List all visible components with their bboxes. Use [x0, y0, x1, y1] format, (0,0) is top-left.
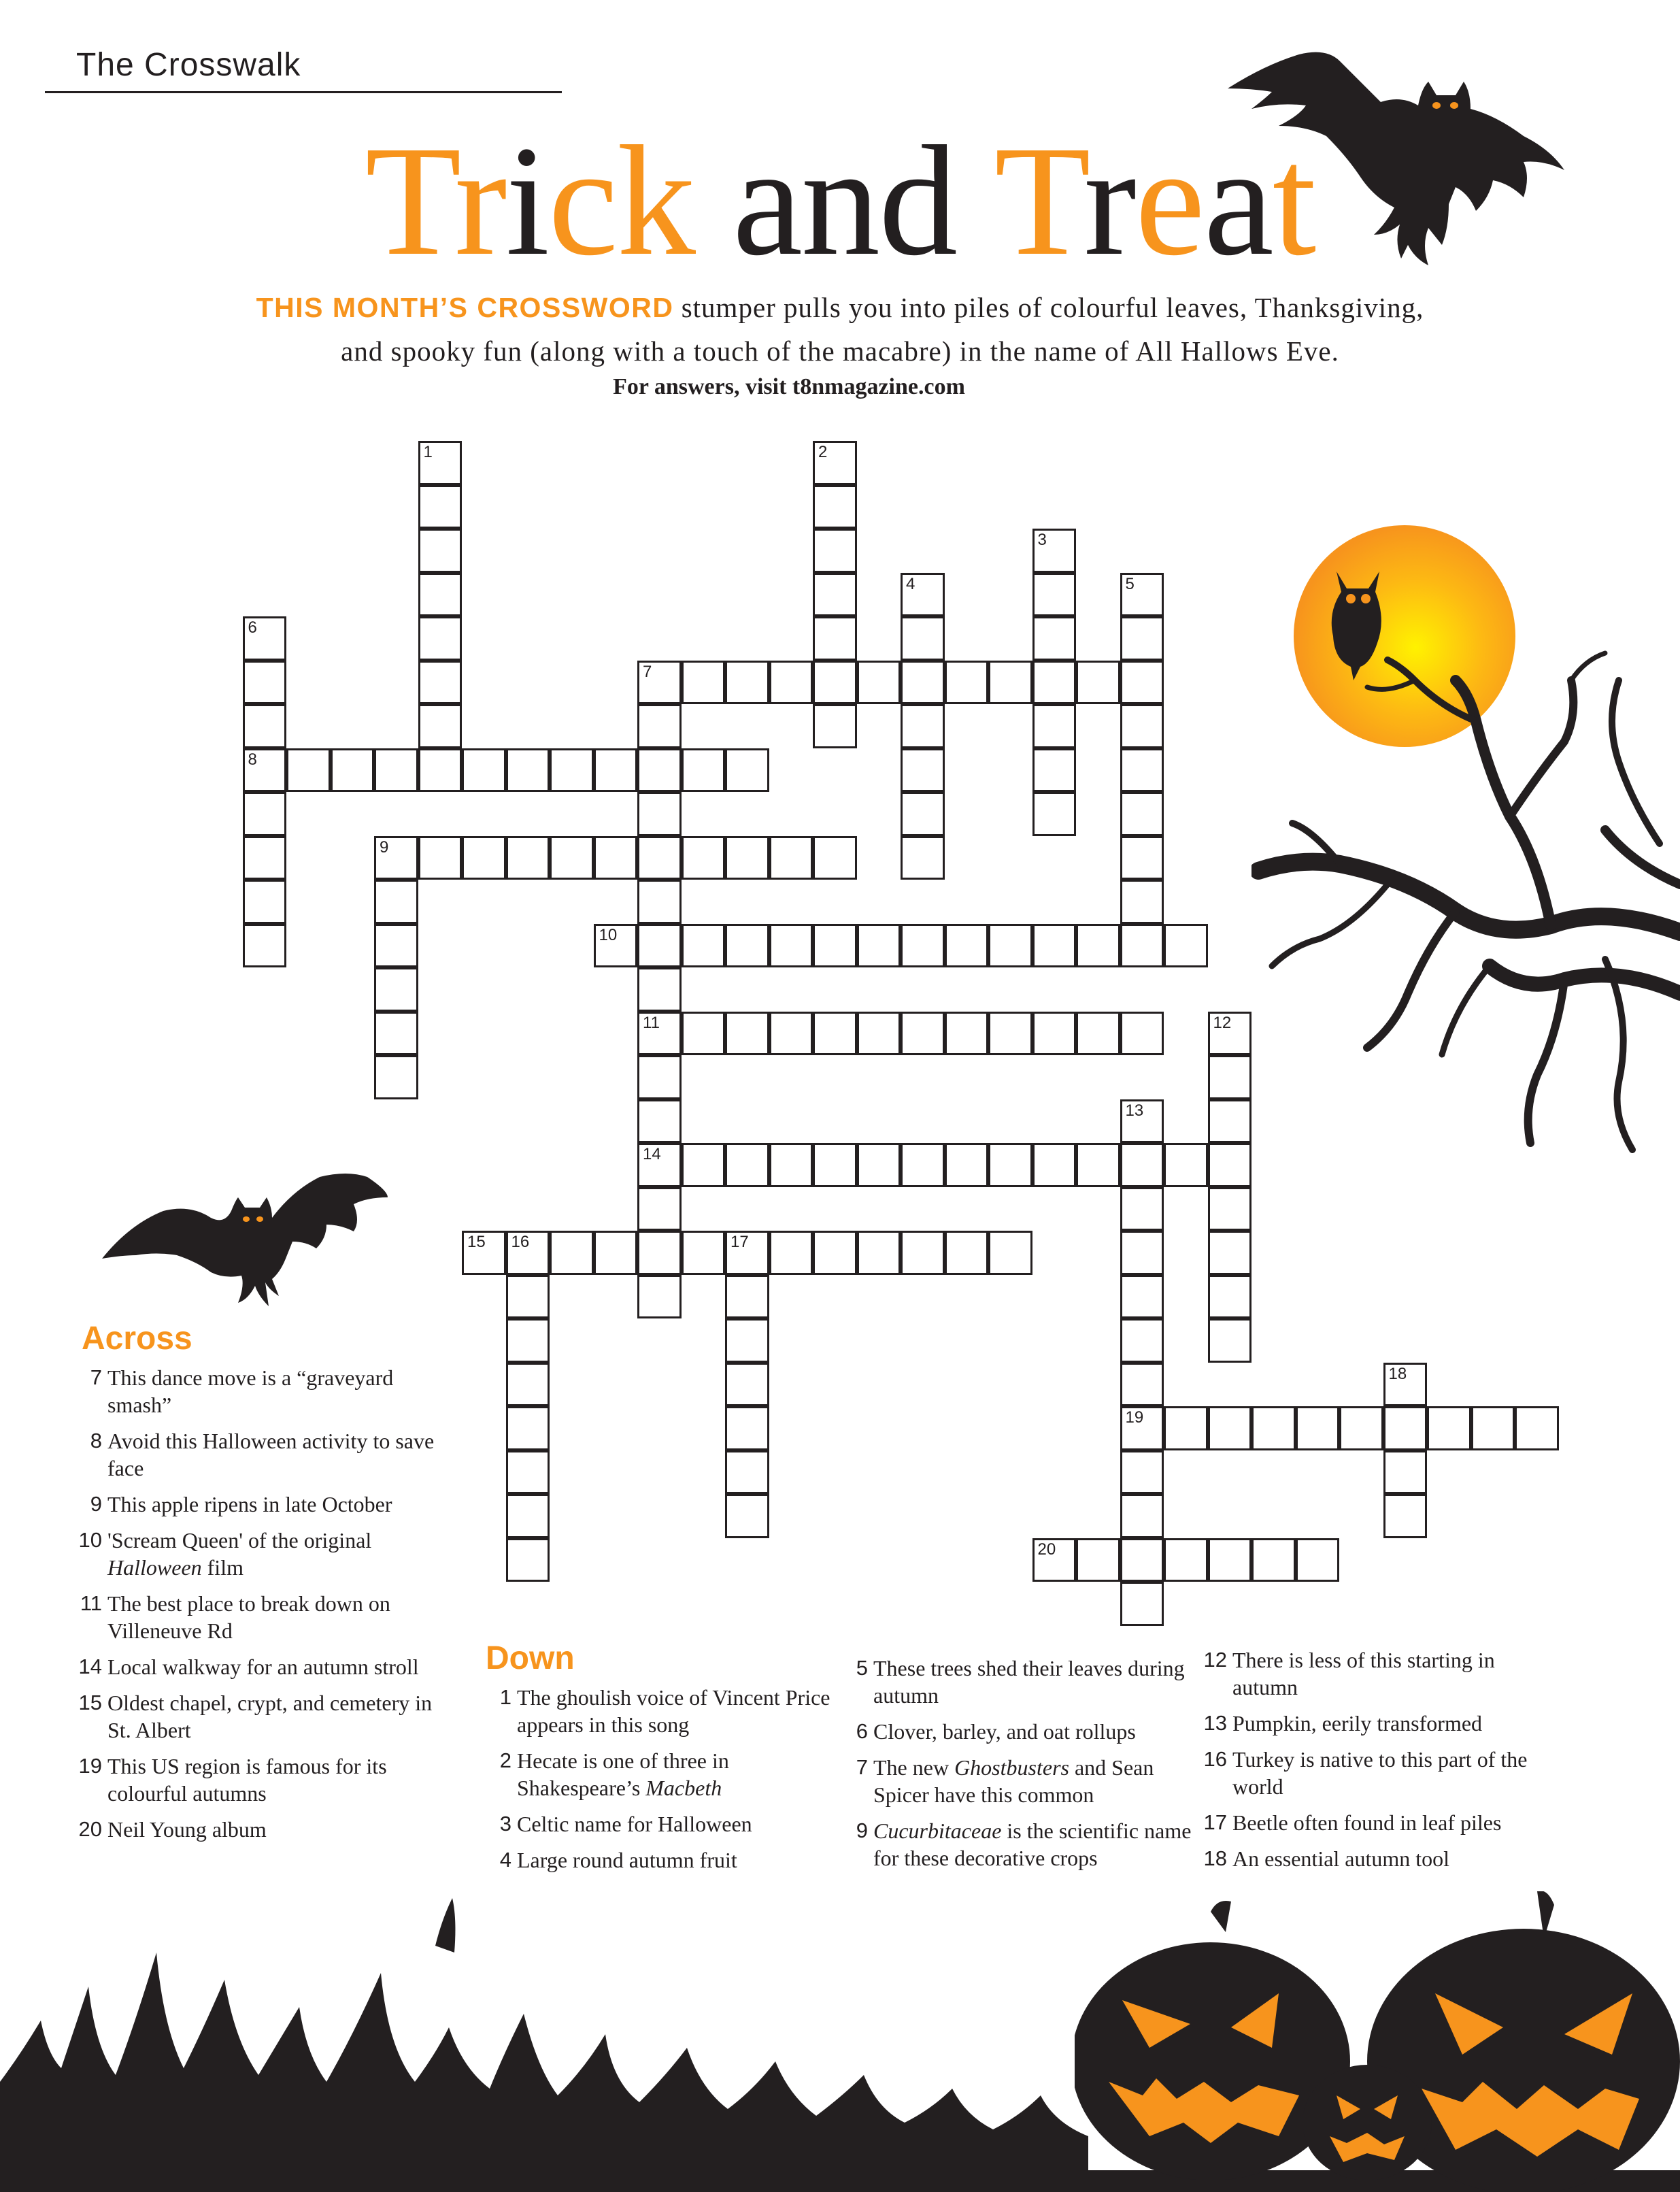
crossword-cell[interactable] [506, 1363, 550, 1407]
crossword-cell[interactable] [769, 1231, 813, 1275]
crossword-cell[interactable] [462, 1231, 506, 1275]
crossword-cell[interactable] [550, 748, 594, 793]
crossword-cell[interactable] [1032, 792, 1077, 836]
crossword-cell[interactable] [945, 1012, 989, 1056]
crossword-cell[interactable] [682, 1231, 726, 1275]
clue-item-text: Clover, barley, and oat rollups [873, 1719, 1136, 1744]
crossword-cell[interactable] [1164, 1143, 1208, 1187]
clue-item-number: 19 [78, 1754, 102, 1778]
clue-item-text: Large round autumn fruit [517, 1848, 737, 1872]
crossword-cell[interactable] [1120, 1099, 1164, 1144]
down-clue-list-3 [1201, 1646, 1555, 1881]
crossword-cell[interactable] [1296, 1538, 1340, 1582]
clue-item-text: This US region is famous for its colourful autumns [107, 1754, 387, 1806]
clue-item-text: The new Ghostbusters and Sean Spicer have this common [873, 1755, 1154, 1807]
clue-item [76, 1427, 443, 1482]
crossword-cell[interactable] [637, 1231, 682, 1275]
crossword-cell[interactable] [682, 924, 726, 968]
clue-item [486, 1747, 833, 1801]
intro-line1: stumper pulls you into piles of colourful leaves, Thanksgiving, [673, 292, 1424, 323]
crossword-cell[interactable] [682, 1143, 726, 1187]
clue-item [76, 1527, 443, 1581]
clue-item [76, 1653, 443, 1680]
clue-number: 9 [380, 837, 389, 857]
clue-item [842, 1655, 1209, 1709]
crossword-cell[interactable] [1120, 880, 1164, 924]
crossword-cell[interactable] [1120, 1494, 1164, 1538]
crossword-cell[interactable] [1471, 1406, 1515, 1450]
clue-item-number: 14 [78, 1655, 102, 1678]
crossword-cell[interactable] [637, 1143, 682, 1187]
down-clue-list-2 [842, 1655, 1209, 1880]
crossword-cell[interactable] [1120, 836, 1164, 880]
crossword-cell[interactable] [374, 967, 418, 1012]
clue-number: 1 [423, 443, 433, 461]
clue-item [1201, 1710, 1555, 1737]
crossword-cell[interactable] [637, 1012, 682, 1056]
crossword-cell[interactable] [418, 529, 463, 573]
crossword-cell[interactable] [594, 924, 638, 968]
crossword-cell[interactable] [1120, 704, 1164, 748]
crossword-cell[interactable] [901, 1012, 945, 1056]
crossword-cell[interactable] [725, 1494, 769, 1538]
crossword-cell[interactable] [813, 1143, 857, 1187]
crossword-cell[interactable] [901, 792, 945, 836]
crossword-cell[interactable] [1120, 1363, 1164, 1407]
crossword-cell[interactable] [1120, 792, 1164, 836]
crossword-cell[interactable] [594, 1231, 638, 1275]
clue-item-number: 11 [80, 1591, 102, 1615]
crossword-cell[interactable] [813, 485, 857, 529]
crossword-cell[interactable] [243, 880, 287, 924]
clue-item-number: 3 [499, 1812, 511, 1836]
crossword-cell[interactable] [1076, 1538, 1120, 1582]
crossword-cell[interactable] [506, 1231, 550, 1275]
crossword-cell[interactable] [594, 836, 638, 880]
crossword-cell[interactable] [506, 1275, 550, 1319]
crossword-cell[interactable] [725, 1231, 769, 1275]
crossword-cell[interactable] [550, 1231, 594, 1275]
crossword-cell[interactable] [901, 1143, 945, 1187]
across-heading: Across [82, 1321, 192, 1357]
section-label: The Crosswalk [76, 47, 301, 83]
crossword-cell[interactable] [1076, 1012, 1120, 1056]
title-part: r [1083, 114, 1135, 288]
crossword-cell[interactable] [813, 441, 857, 485]
crossword-cell[interactable] [1427, 1406, 1471, 1450]
crossword-cell[interactable] [1120, 1143, 1164, 1187]
clue-number: 15 [467, 1233, 486, 1251]
crossword-cell[interactable] [506, 1538, 550, 1582]
crossword-cell[interactable] [1208, 1055, 1252, 1099]
clue-number: 2 [818, 443, 828, 461]
crossword-cell[interactable] [418, 616, 463, 661]
crossword-cell[interactable] [1120, 661, 1164, 705]
crossword-cell[interactable] [374, 748, 418, 793]
clue-item [486, 1810, 833, 1838]
clue-number: 16 [511, 1233, 530, 1251]
title-part: Tr [365, 114, 506, 288]
clue-number: 19 [1125, 1408, 1144, 1427]
crossword-cell[interactable] [1120, 616, 1164, 661]
clue-number: 4 [906, 574, 915, 593]
crossword-cell[interactable] [243, 792, 287, 836]
clue-item [842, 1817, 1209, 1872]
crossword-cell[interactable] [1076, 1143, 1120, 1187]
crossword-cell[interactable] [374, 880, 418, 924]
crossword-cell[interactable] [725, 1318, 769, 1363]
crossword-cell[interactable] [637, 836, 682, 880]
clue-item [76, 1816, 443, 1843]
crossword-cell[interactable] [857, 661, 901, 705]
crossword-cell[interactable] [725, 1406, 769, 1450]
crossword-cell[interactable] [901, 704, 945, 748]
crossword-cell[interactable] [1383, 1494, 1428, 1538]
crossword-cell[interactable] [1208, 1099, 1252, 1144]
clue-item-text: Cucurbitaceae is the scientific name for these decorative crops [873, 1819, 1192, 1870]
clue-item [76, 1689, 443, 1744]
crossword-cell[interactable] [637, 661, 682, 705]
across-clue-list [76, 1364, 443, 1852]
crossword-cell[interactable] [1032, 529, 1077, 573]
clue-item-text: The ghoulish voice of Vincent Price appears in this song [517, 1685, 830, 1737]
clue-item-text: Pumpkin, eerily transformed [1232, 1711, 1483, 1736]
crossword-cell[interactable] [857, 1143, 901, 1187]
crossword-cell[interactable] [1120, 748, 1164, 793]
clue-item-text: The best place to break down on Villeneuve Rd [107, 1591, 390, 1643]
clue-number: 3 [1037, 531, 1047, 549]
crossword-cell[interactable] [1032, 616, 1077, 661]
clue-item [1201, 1845, 1555, 1872]
crossword-cell[interactable] [1120, 1538, 1164, 1582]
crossword-cell[interactable] [374, 836, 418, 880]
clue-number: 12 [1213, 1013, 1232, 1032]
clue-item-number: 7 [856, 1755, 868, 1779]
clue-number: 5 [1125, 574, 1135, 593]
crossword-cell[interactable] [1120, 1231, 1164, 1275]
crossword-cell[interactable] [813, 836, 857, 880]
crossword-cell[interactable] [1120, 924, 1164, 968]
crossword-cell[interactable] [901, 616, 945, 661]
clue-item [486, 1684, 833, 1738]
crossword-cell[interactable] [1164, 1538, 1208, 1582]
crossword-cell[interactable] [418, 441, 463, 485]
crossword-cell[interactable] [637, 1275, 682, 1319]
clue-number: 10 [599, 925, 618, 944]
clue-item-number: 12 [1203, 1648, 1227, 1672]
crossword-cell[interactable] [1208, 1538, 1252, 1582]
crossword-cell[interactable] [988, 1231, 1032, 1275]
clue-item-number: 15 [78, 1691, 102, 1714]
clue-item-text: There is less of this starting in autumn [1232, 1648, 1495, 1699]
title-part: t [1272, 114, 1315, 288]
crossword-cell[interactable] [374, 1055, 418, 1099]
crossword-cell[interactable] [1383, 1406, 1428, 1450]
crossword-cell[interactable] [901, 836, 945, 880]
clue-item-number: 16 [1203, 1747, 1227, 1771]
crossword-cell[interactable] [418, 704, 463, 748]
answers-link[interactable]: For answers, visit t8nmagazine.com [613, 374, 965, 399]
crossword-cell[interactable] [637, 1055, 682, 1099]
clue-item-text: Hecate is one of three in Shakespeare’s Macbeth [517, 1748, 729, 1800]
crossword-cell[interactable] [682, 661, 726, 705]
crossword-cell[interactable] [1296, 1406, 1340, 1450]
crossword-cell[interactable] [945, 1143, 989, 1187]
crossword-cell[interactable] [1032, 1012, 1077, 1056]
clue-item-text: Avoid this Halloween activity to save face [107, 1429, 435, 1480]
clue-item [842, 1718, 1209, 1745]
crossword-cell[interactable] [988, 661, 1032, 705]
crossword-cell[interactable] [286, 748, 331, 793]
crossword-cell[interactable] [1120, 1012, 1164, 1056]
crossword-cell[interactable] [506, 748, 550, 793]
title-part: i [505, 114, 549, 288]
crossword-cell[interactable] [637, 748, 682, 793]
crossword-cell[interactable] [1076, 924, 1120, 968]
crossword-cell[interactable] [1251, 1538, 1296, 1582]
crossword-cell[interactable] [550, 836, 594, 880]
crossword-cell[interactable] [243, 704, 287, 748]
crossword-cell[interactable] [1208, 1318, 1252, 1363]
crossword-cell[interactable] [945, 661, 989, 705]
clue-item [842, 1754, 1209, 1808]
crossword-cell[interactable] [901, 573, 945, 617]
crossword-cell[interactable] [1208, 1406, 1252, 1450]
crossword-cell[interactable] [637, 967, 682, 1012]
clue-item [1201, 1646, 1555, 1701]
crossword-cell[interactable] [462, 748, 506, 793]
crossword-cell[interactable] [243, 924, 287, 968]
crossword-cell[interactable] [594, 748, 638, 793]
crossword-cell[interactable] [769, 1012, 813, 1056]
crossword-cell[interactable] [1032, 1143, 1077, 1187]
crossword-cell[interactable] [1208, 1012, 1252, 1056]
clue-item [1201, 1809, 1555, 1836]
crossword-cell[interactable] [1120, 1406, 1164, 1450]
crossword-cell[interactable] [1383, 1450, 1428, 1495]
crossword-cell[interactable] [901, 1231, 945, 1275]
crossword-cell[interactable] [813, 573, 857, 617]
crossword-cell[interactable] [901, 661, 945, 705]
clue-item-number: 18 [1203, 1846, 1227, 1870]
title-part: a [1203, 114, 1273, 288]
crossword-cell[interactable] [725, 1143, 769, 1187]
clue-item-number: 20 [78, 1817, 102, 1841]
clue-item-number: 6 [856, 1719, 868, 1743]
crossword-cell[interactable] [506, 836, 550, 880]
title-part: ck [548, 114, 695, 288]
crossword-cell[interactable] [462, 836, 506, 880]
crossword-cell[interactable] [1164, 924, 1208, 968]
clue-item-text: Local walkway for an autumn stroll [107, 1655, 419, 1679]
crossword-cell[interactable] [857, 924, 901, 968]
clue-item-text: An essential autumn tool [1232, 1846, 1450, 1871]
crossword-cell[interactable] [418, 836, 463, 880]
crossword-cell[interactable] [1032, 704, 1077, 748]
clue-item-text: This dance move is a “graveyard smash” [107, 1365, 394, 1417]
crossword-cell[interactable] [243, 616, 287, 661]
crossword-cell[interactable] [1208, 1143, 1252, 1187]
clue-item-text: This apple ripens in late October [107, 1492, 392, 1516]
clue-item-text: Beetle often found in leaf piles [1232, 1810, 1502, 1835]
crossword-cell[interactable] [1120, 1450, 1164, 1495]
crossword-cell[interactable] [1032, 573, 1077, 617]
crossword-cell[interactable] [725, 1275, 769, 1319]
clue-item-number: 10 [78, 1528, 102, 1552]
crossword-cell[interactable] [813, 1012, 857, 1056]
crossword-cell[interactable] [813, 924, 857, 968]
crossword-cell[interactable] [1032, 924, 1077, 968]
clue-item-text: Turkey is native to this part of the world [1232, 1747, 1528, 1799]
crossword-cell[interactable] [418, 748, 463, 793]
crossword-cell[interactable] [1120, 1318, 1164, 1363]
clue-item-number: 9 [90, 1492, 102, 1516]
title-part: T [994, 114, 1084, 288]
clue-number: 13 [1125, 1101, 1144, 1120]
crossword-cell[interactable] [637, 1099, 682, 1144]
clue-item [76, 1590, 443, 1644]
crossword-cell[interactable] [682, 836, 726, 880]
crossword-cell[interactable] [769, 1143, 813, 1187]
down-clue-list-1 [486, 1684, 833, 1882]
crossword-cell[interactable] [725, 748, 769, 793]
clue-item-number: 9 [856, 1819, 868, 1842]
down-heading: Down [486, 1640, 575, 1676]
crossword-cell[interactable] [945, 1231, 989, 1275]
clue-item-number: 8 [90, 1429, 102, 1452]
clue-item [486, 1846, 833, 1874]
crossword-cell[interactable] [725, 1450, 769, 1495]
crossword-cell[interactable] [857, 1012, 901, 1056]
crossword-cell[interactable] [418, 573, 463, 617]
crossword-cell[interactable] [1120, 1582, 1164, 1626]
clue-item-number: 1 [499, 1685, 511, 1709]
crossword-cell[interactable] [1076, 661, 1120, 705]
crossword-cell[interactable] [1251, 1406, 1296, 1450]
crossword-cell[interactable] [1383, 1363, 1428, 1407]
crossword-cell[interactable] [637, 880, 682, 924]
crossword-cell[interactable] [901, 748, 945, 793]
crossword-cell[interactable] [725, 1012, 769, 1056]
crossword-cell[interactable] [813, 529, 857, 573]
crossword-cell[interactable] [1120, 573, 1164, 617]
crossword-cell[interactable] [1120, 1187, 1164, 1231]
title-part: e [1135, 114, 1204, 288]
crossword-cell[interactable] [1208, 1187, 1252, 1231]
crossword-cell[interactable] [637, 704, 682, 748]
crossword-cell[interactable] [769, 836, 813, 880]
clue-item-number: 13 [1203, 1711, 1227, 1735]
crossword-cell[interactable] [1164, 1406, 1208, 1450]
crossword-cell[interactable] [637, 792, 682, 836]
crossword-cell[interactable] [1208, 1275, 1252, 1319]
crossword-cell[interactable] [901, 924, 945, 968]
crossword-cell[interactable] [769, 924, 813, 968]
clue-item-number: 7 [90, 1365, 102, 1389]
crossword-cell[interactable] [988, 1012, 1032, 1056]
crossword-cell[interactable] [857, 1231, 901, 1275]
crossword-cell[interactable] [988, 1143, 1032, 1187]
clue-number: 6 [248, 618, 257, 637]
clue-item [1201, 1746, 1555, 1800]
crossword-cell[interactable] [243, 661, 287, 705]
crossword-cell[interactable] [506, 1318, 550, 1363]
crossword-cell[interactable] [725, 836, 769, 880]
clue-number: 11 [643, 1013, 660, 1032]
crossword-cell[interactable] [988, 924, 1032, 968]
clue-item-text: Celtic name for Halloween [517, 1812, 752, 1836]
crossword-cell[interactable] [374, 1012, 418, 1056]
crossword-cell[interactable] [1032, 661, 1077, 705]
crossword-cell[interactable] [1032, 748, 1077, 793]
crossword-cell[interactable] [1208, 1231, 1252, 1275]
clue-number: 18 [1388, 1364, 1407, 1383]
crossword-cell[interactable] [725, 924, 769, 968]
clue-item-text: 'Scream Queen' of the original Halloween film [107, 1528, 372, 1580]
crossword-cell[interactable] [243, 836, 287, 880]
crossword-cell[interactable] [1120, 1275, 1164, 1319]
crossword-cell[interactable] [243, 748, 287, 793]
clue-item-text: These trees shed their leaves during autumn [873, 1656, 1185, 1708]
crossword-cell[interactable] [725, 1363, 769, 1407]
crossword-cell[interactable] [506, 1406, 550, 1450]
clue-number: 8 [248, 750, 257, 769]
crossword-cell[interactable] [374, 924, 418, 968]
crossword-cell[interactable] [637, 1187, 682, 1231]
crossword-cell[interactable] [418, 485, 463, 529]
crossword-cell[interactable] [813, 616, 857, 661]
crossword-cell[interactable] [682, 748, 726, 793]
crossword-cell[interactable] [813, 1231, 857, 1275]
crossword-cell[interactable] [1339, 1406, 1383, 1450]
intro-line2: and spooky fun (along with a touch of the macabre) in the name of All Hallows Eve. [341, 335, 1339, 367]
clue-item-text: Neil Young album [107, 1817, 267, 1842]
crossword-cell[interactable] [1515, 1406, 1559, 1450]
clue-number: 17 [730, 1233, 749, 1251]
clue-number: 20 [1037, 1540, 1056, 1559]
clue-item-number: 2 [499, 1748, 511, 1772]
clue-item [76, 1364, 443, 1418]
clue-number: 14 [643, 1145, 661, 1163]
clue-item-number: 5 [856, 1656, 868, 1680]
crossword-cell[interactable] [682, 1012, 726, 1056]
crossword-cell[interactable] [637, 924, 682, 968]
crossword-cell[interactable] [331, 748, 375, 793]
clue-item-number: 17 [1203, 1810, 1227, 1834]
crossword-cell[interactable] [945, 924, 989, 968]
crossword-cell[interactable] [769, 661, 813, 705]
clue-item [76, 1491, 443, 1518]
crossword-cell[interactable] [813, 661, 857, 705]
crossword-cell[interactable] [418, 661, 463, 705]
crossword-cell[interactable] [725, 661, 769, 705]
crossword-cell[interactable] [506, 1450, 550, 1495]
clue-item [76, 1753, 443, 1807]
intro-lead: THIS MONTH’S CROSSWORD [256, 292, 674, 323]
clue-item-text: Oldest chapel, crypt, and cemetery in St. Albert [107, 1691, 433, 1742]
title-part: and [694, 114, 994, 288]
crossword-cell[interactable] [813, 704, 857, 748]
crossword-cell[interactable] [1032, 1538, 1077, 1582]
clue-item-number: 4 [499, 1848, 511, 1872]
clue-number: 7 [643, 662, 652, 681]
crossword-cell[interactable] [506, 1494, 550, 1538]
